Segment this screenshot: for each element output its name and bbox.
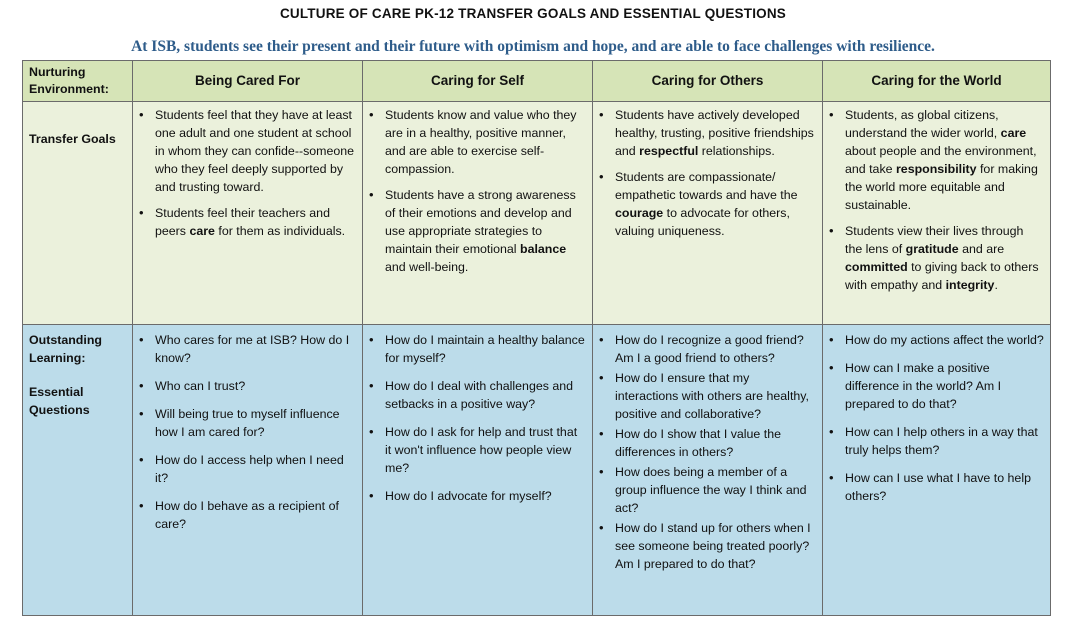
culture-of-care-table xyxy=(22,60,1051,616)
list-item xyxy=(155,451,356,487)
list-item xyxy=(385,487,586,505)
item-text: Students are compassionate/ empathetic towards and have the xyxy=(615,170,798,202)
item-text: How do I ask for help and trust that it won't influence how people view me? xyxy=(385,425,578,475)
column-header-caring-for-others: Caring for Others xyxy=(593,61,823,102)
emphasis-text: responsibility xyxy=(895,162,977,176)
item-text: Students know and value who they are in a healthy, positive manner, and are able to exercise self-compassion. xyxy=(385,108,577,176)
bullet-list xyxy=(133,325,362,533)
list-item xyxy=(385,377,586,413)
list-item xyxy=(155,204,356,240)
bullet-list xyxy=(823,102,1050,294)
transfer-goals-cell xyxy=(823,102,1051,325)
item-text: about people and the environment, and take xyxy=(845,144,1037,176)
list-item xyxy=(615,519,816,573)
bullet-list xyxy=(363,325,592,505)
list-item xyxy=(615,168,816,240)
item-text: to giving back to others with empathy and xyxy=(845,260,1039,292)
list-item xyxy=(845,359,1044,413)
item-text: Who can I trust? xyxy=(155,379,246,393)
document-subtitle: At ISB, students see their present and their future with optimism and hope, and are able to face challenges with resilience. xyxy=(131,38,935,55)
item-text: for making the world more equitable and sustainable. xyxy=(845,162,1038,212)
item-text: Students feel that they have at least one adult and one student at school in whom they can confide--someone who they feel deeply supported by and trusting toward. xyxy=(155,108,355,194)
list-item xyxy=(615,425,816,461)
item-text: Students have actively developed healthy, trusting, positive friendships and xyxy=(615,108,814,158)
list-item xyxy=(845,222,1044,294)
item-text: and are xyxy=(958,242,1005,256)
item-text: How do I advocate for myself? xyxy=(385,489,552,503)
transfer-goals-label: Transfer Goals xyxy=(29,132,116,146)
essential-questions-row-label xyxy=(23,325,133,616)
item-text: How do I show that I value the differences in others? xyxy=(615,427,781,459)
list-item xyxy=(155,106,356,196)
item-text: How do my actions affect the world? xyxy=(845,333,1044,347)
essential-questions-cell xyxy=(133,325,363,616)
list-item xyxy=(155,377,356,395)
list-item xyxy=(155,497,356,533)
emphasis-text: balance xyxy=(520,242,567,256)
list-item xyxy=(845,469,1044,505)
item-text: How do I recognize a good friend? Am I a good friend to others? xyxy=(615,333,804,365)
emphasis-text: integrity xyxy=(945,278,995,292)
transfer-goals-row xyxy=(23,102,1051,325)
list-item xyxy=(615,369,816,423)
item-text: How does being a member of a group influence the way I think and act? xyxy=(615,465,807,515)
item-text: How do I ensure that my interactions with others are healthy, positive and collaborative? xyxy=(615,371,809,421)
bullet-list xyxy=(593,102,822,240)
item-text: How can I make a positive difference in the world? Am I prepared to do that? xyxy=(845,361,1002,411)
item-text: How can I use what I have to help others? xyxy=(845,471,1031,503)
list-item xyxy=(385,186,586,276)
emphasis-text: committed xyxy=(845,260,908,274)
transfer-goals-cell xyxy=(593,102,823,325)
item-text: How can I help others in a way that truly helps them? xyxy=(845,425,1038,457)
item-text: to advocate for others, valuing uniqueness. xyxy=(615,206,790,238)
column-header-being-cared-for: Being Cared For xyxy=(133,61,363,102)
item-text: relationships. xyxy=(698,144,775,158)
list-item xyxy=(155,331,356,367)
essential-questions-cell xyxy=(363,325,593,616)
essential-questions-label: Essential Questions xyxy=(29,385,90,417)
item-text: for them as individuals. xyxy=(214,224,346,238)
emphasis-text: care xyxy=(189,224,215,238)
list-item xyxy=(155,405,356,441)
item-text: Students, as global citizens, understand the wider world, xyxy=(845,108,1001,140)
list-item xyxy=(385,423,586,477)
list-item xyxy=(615,331,816,367)
list-item xyxy=(615,463,816,517)
transfer-goals-cell xyxy=(363,102,593,325)
bullet-list xyxy=(823,325,1050,505)
list-item xyxy=(845,331,1044,349)
list-item xyxy=(615,106,816,160)
item-text: How do I stand up for others when I see someone being treated poorly? Am I prepared to do that? xyxy=(615,521,811,571)
header-row xyxy=(23,61,1051,102)
bullet-list xyxy=(593,325,822,573)
outstanding-learning-label: Outstanding Learning: xyxy=(29,333,102,365)
emphasis-text: courage xyxy=(615,206,664,220)
emphasis-text: respectful xyxy=(639,144,699,158)
bullet-list xyxy=(363,102,592,276)
item-text: How do I behave as a recipient of care? xyxy=(155,499,339,531)
item-text: Who cares for me at ISB? How do I know? xyxy=(155,333,350,365)
emphasis-text: care xyxy=(1000,126,1027,140)
list-item xyxy=(845,423,1044,459)
document-title: CULTURE OF CARE PK-12 TRANSFER GOALS AND ESSENTIAL QUESTIONS xyxy=(279,6,787,21)
emphasis-text: gratitude xyxy=(905,242,959,256)
bullet-list xyxy=(133,102,362,240)
corner-label: Nurturing Environment: xyxy=(23,61,133,102)
essential-questions-row xyxy=(23,325,1051,616)
item-text: How do I deal with challenges and setbacks in a positive way? xyxy=(385,379,574,411)
essential-questions-cell xyxy=(593,325,823,616)
item-text: Students have a strong awareness of their emotions and develop and use appropriate strategies to maintain their emotional xyxy=(385,188,576,256)
item-text: Will being true to myself influence how I am cared for? xyxy=(155,407,340,439)
list-item xyxy=(385,331,586,367)
list-item xyxy=(845,106,1044,214)
essential-questions-cell xyxy=(823,325,1051,616)
item-text: How do I maintain a healthy balance for myself? xyxy=(385,333,585,365)
column-header-caring-for-self: Caring for Self xyxy=(363,61,593,102)
list-item xyxy=(385,106,586,178)
transfer-goals-cell xyxy=(133,102,363,325)
item-text: and well-being. xyxy=(385,260,469,274)
item-text: Students view their lives through the lens of xyxy=(845,224,1024,256)
transfer-goals-row-label xyxy=(23,102,133,325)
column-header-caring-for-the-world: Caring for the World xyxy=(823,61,1051,102)
item-text: How do I access help when I need it? xyxy=(155,453,344,485)
item-text: Students feel their teachers and peers xyxy=(155,206,330,238)
item-text: . xyxy=(994,278,998,292)
